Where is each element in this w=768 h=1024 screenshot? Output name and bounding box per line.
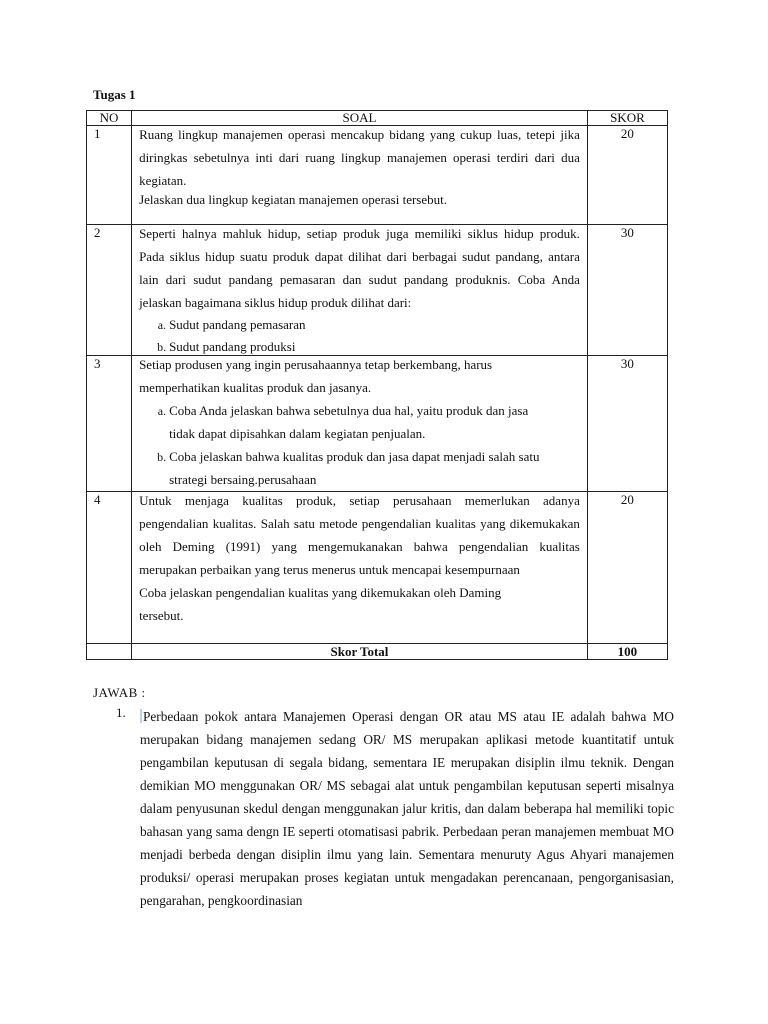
question-paragraph: Setiap produsen yang ingin perusahaannya tetap berkembang, harus memperhatikan kualitas produk dan jasanya. xyxy=(139,357,493,395)
sub-item: b. Sudut pandang produksi xyxy=(169,339,580,355)
question-cell xyxy=(132,126,588,225)
question-paragraph: Seperti halnya mahluk hidup, setiap produk juga memiliki siklus hidup produk. Pada siklus hidup suatu produk dapat dilihat dari berbagai sudut pandang, antara lain dari sudut pandang pemasaran dan sudut pandang produknis. Coba Anda jelaskan bagaimana siklus hidup produk dilihat dari: xyxy=(139,226,580,310)
answer-list xyxy=(116,705,674,912)
table-row xyxy=(87,492,668,644)
header-no: NO xyxy=(87,111,132,126)
question-paragraph: Ruang lingkup manajemen operasi mencakup bidang yang cukup luas, tetepi jika diringkas sebetulnya inti dari ruang lingkup manajemen operasi terdiri dari dua kegiatan. xyxy=(139,127,580,188)
question-instruction: Jelaskan dua lingkup kegiatan manajemen operasi tersebut. xyxy=(139,192,447,207)
question-score: 20 xyxy=(587,492,667,644)
question-number: 1 xyxy=(87,126,132,225)
question-paragraph: Untuk menjaga kualitas produk, setiap perusahaan memerlukan adanya pengendalian kualitas. Salah satu metode pengendalian kualitas yang dikemukakan oleh Deming (1991) yang mengemukanakan bahwa pengendalian kualitas merupakan perbaikan yang terus menerus untuk mencapai kesempurnaan xyxy=(139,493,580,577)
question-instruction: Coba jelaskan pengendalian kualitas yang dikemukakan oleh Daming tersebut. xyxy=(139,585,502,623)
page-title: Tugas 1 xyxy=(93,87,136,102)
sub-item: b. Coba jelaskan bahwa kualitas produk dan jasa dapat menjadi salah satu strategi bersaing.perusahaan xyxy=(169,445,580,491)
question-score: 30 xyxy=(587,356,667,492)
table-row xyxy=(87,126,668,225)
question-number: 3 xyxy=(87,356,132,492)
answer-number: 1. xyxy=(116,705,126,720)
assignment-table xyxy=(86,110,668,660)
answer-text: Perbedaan pokok antara Manajemen Operasi dengan OR atau MS atau IE adalah bahwa MO merupakan bidang manajemen sedang OR/ MS merupakan aplikasi metode kuantitatif untuk pengambilan keputusan di segala bidang, sementara IE merupakan disiplin ilmu teknik. Dengan demikian MO menggunakan OR/ MS sebagai alat untuk pengambilan keputusan seperti misalnya dalam penyusunan skedul dengan menggunakan jalur kritis, dan dalam beberapa hal memiliki topic bahasan yang sama dengn IE seperti otomatisasi pabrik. Perbedaan peran manajemen membuat MO menjadi berbeda dengan disiplin ilmu yang lain. Sementara menuruty Agus Ahyari manajemen produksi/ operasi merupakan proses kegiatan untuk mengadakan perencanaan, pengorganisasian, pengarahan, pengkoordinasian xyxy=(140,709,674,908)
answer-heading: JAWAB : xyxy=(93,685,146,700)
sub-item: a. Coba Anda jelaskan bahwa sebetulnya dua hal, yaitu produk dan jasa tidak dapat dipisahkan dalam kegiatan penjualan. xyxy=(169,399,580,445)
header-soal: SOAL xyxy=(132,111,588,126)
total-empty-cell xyxy=(87,644,132,660)
total-label: Skor Total xyxy=(132,644,588,660)
question-number: 2 xyxy=(87,225,132,356)
question-sub-list xyxy=(139,313,580,355)
answer-text-wrapper[interactable] xyxy=(140,705,674,912)
question-cell xyxy=(132,492,588,644)
table-row xyxy=(87,356,668,492)
question-number: 4 xyxy=(87,492,132,644)
answer-item xyxy=(116,705,674,912)
question-cell xyxy=(132,356,588,492)
text-cursor-icon xyxy=(140,709,142,723)
total-value: 100 xyxy=(587,644,667,660)
total-row xyxy=(87,644,668,660)
question-score: 30 xyxy=(587,225,667,356)
table-row xyxy=(87,225,668,356)
question-sub-list xyxy=(139,399,580,491)
header-skor: SKOR xyxy=(587,111,667,126)
question-cell xyxy=(132,225,588,356)
question-score: 20 xyxy=(587,126,667,225)
sub-item: a. Sudut pandang pemasaran xyxy=(169,313,580,336)
